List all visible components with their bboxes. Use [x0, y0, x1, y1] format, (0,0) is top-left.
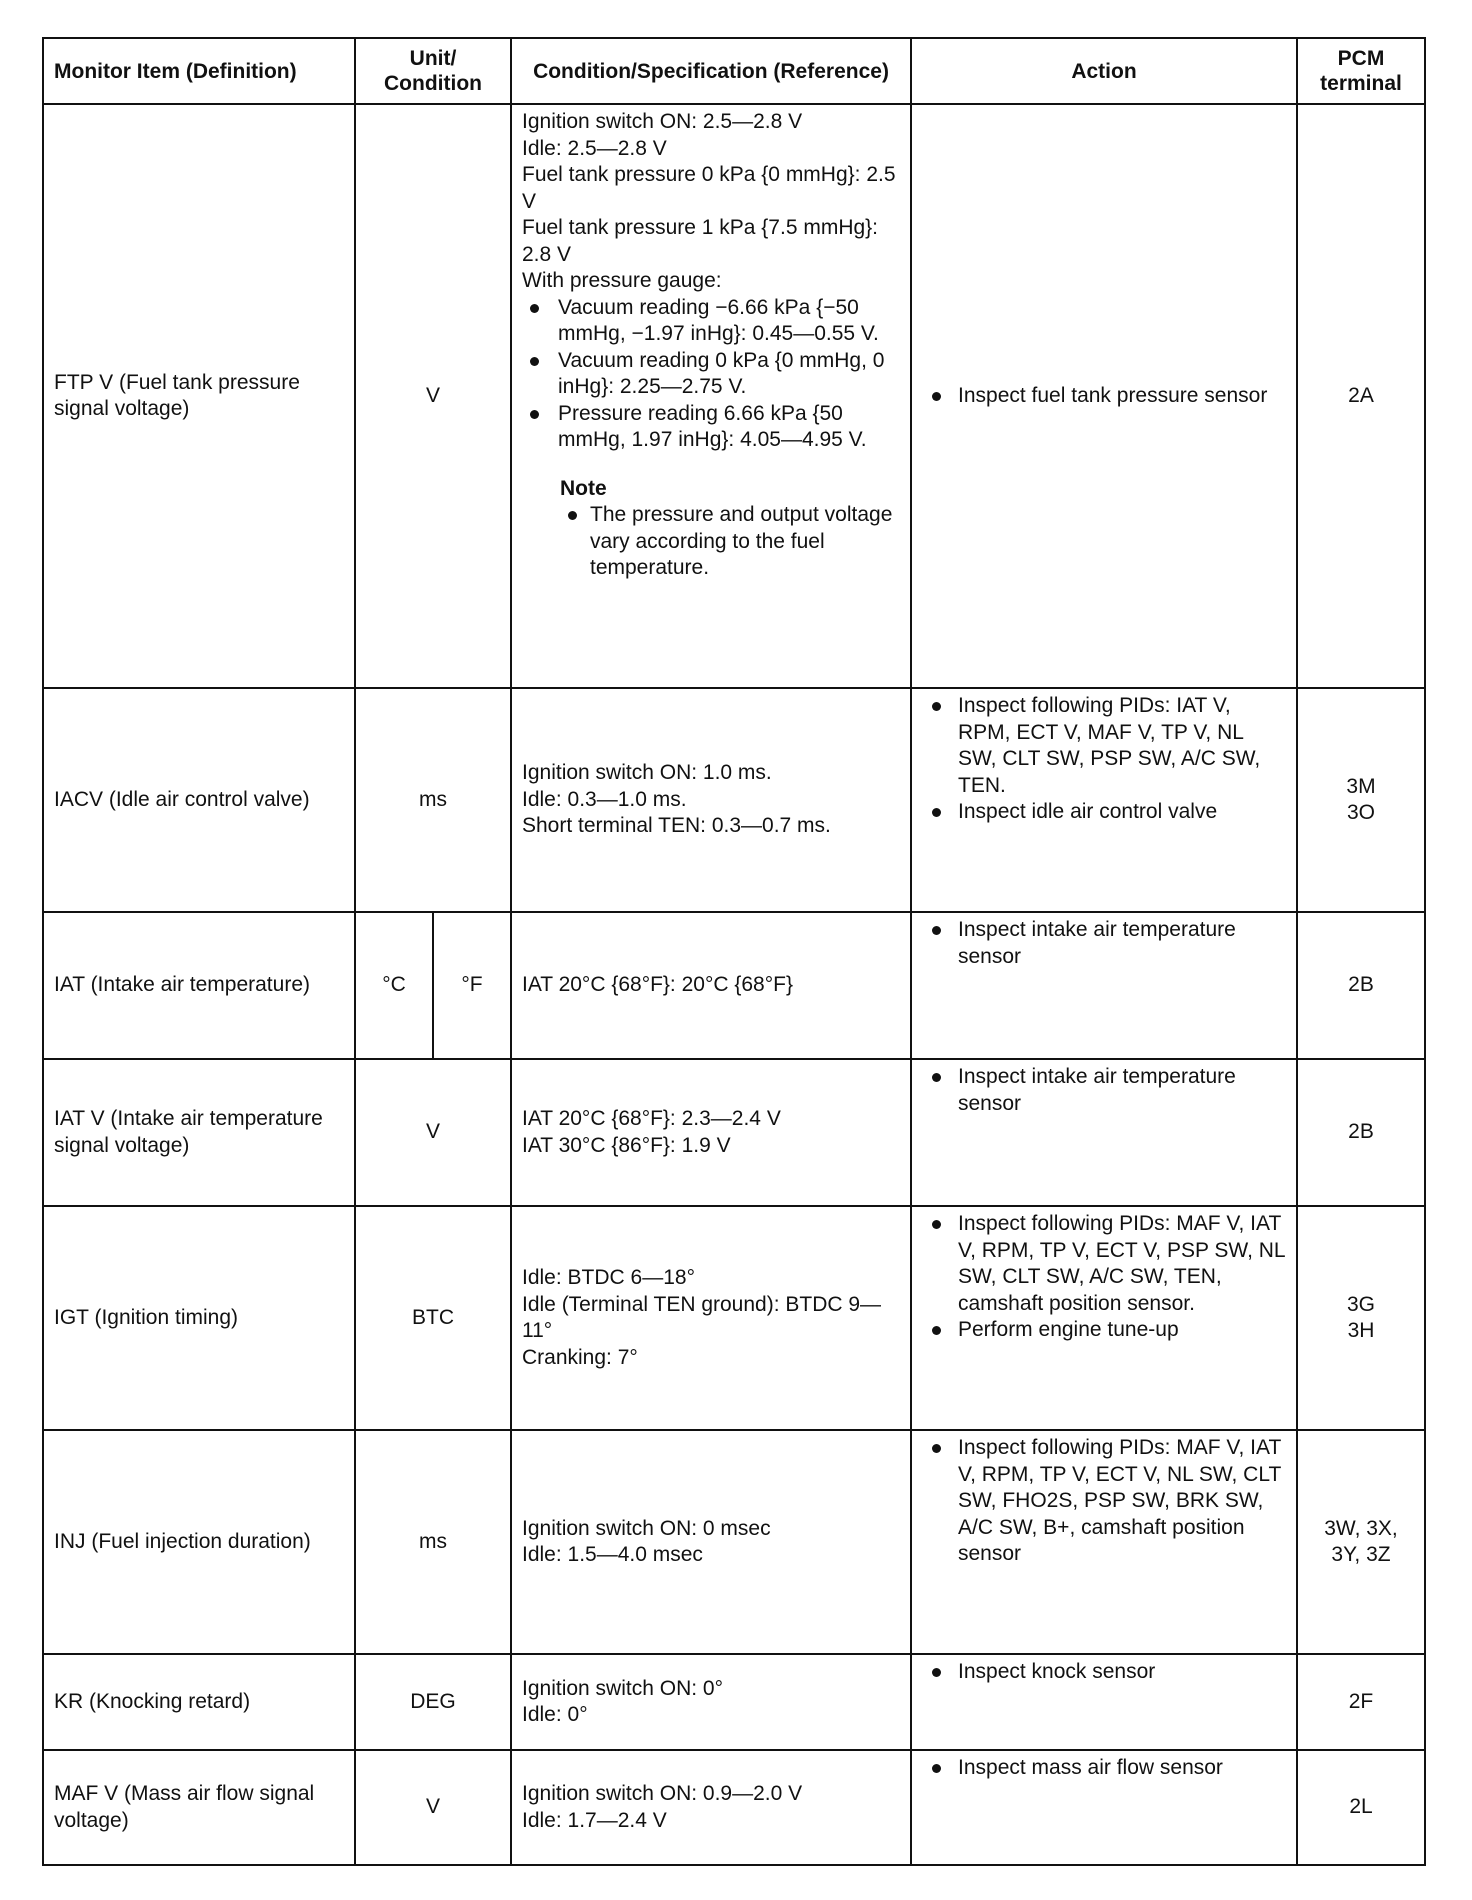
header-action: Action — [911, 38, 1297, 104]
action-cell — [911, 1059, 1297, 1206]
table-row — [43, 1430, 1425, 1654]
condition-cell — [511, 1750, 911, 1865]
monitor-item-definition: IACV (Idle air control valve) — [43, 688, 355, 912]
monitor-item-definition: FTP V (Fuel tank pressure signal voltage) — [43, 104, 355, 688]
unit-value: V — [355, 1059, 511, 1206]
header-condition: Condition/Specification (Reference) — [511, 38, 911, 104]
condition-line: Idle: 1.5—4.0 msec — [522, 1543, 703, 1566]
pcm-terminal: 2L — [1349, 1795, 1373, 1819]
unit-value: BTC — [355, 1206, 511, 1430]
pcm-terminal-cell — [1297, 688, 1425, 912]
pcm-terminal: 2A — [1348, 383, 1374, 407]
condition-cell — [511, 1654, 911, 1750]
unit-value: °F — [461, 973, 483, 997]
condition-cell — [511, 912, 911, 1059]
action-item: Inspect intake air temperature sensor — [928, 917, 1286, 970]
condition-bullet: Vacuum reading 0 kPa {0 mmHg, 0 inHg}: 2.25—2.75 V. — [522, 348, 900, 401]
condition-line: Idle: 0.3—1.0 ms. — [522, 787, 687, 811]
monitor-item-definition: IAT (Intake air temperature) — [43, 912, 355, 1059]
table-row — [43, 104, 1425, 688]
unit-value: °C — [356, 913, 434, 1058]
monitor-item-table — [42, 37, 1426, 1866]
unit-value: ms — [355, 1430, 511, 1654]
condition-line: Cranking: 7° — [522, 1345, 638, 1369]
condition-cell — [511, 1206, 911, 1430]
monitor-item-definition: MAF V (Mass air flow signal voltage) — [43, 1750, 355, 1865]
condition-line: Ignition switch ON: 0.9—2.0 V — [522, 1782, 803, 1805]
pcm-terminal: 3W, 3X, — [1324, 1516, 1398, 1540]
action-cell — [911, 1206, 1297, 1430]
condition-cell — [511, 1059, 911, 1206]
header-monitor-item: Monitor Item (Definition) — [43, 38, 355, 104]
action-cell — [911, 1750, 1297, 1865]
note-text: The pressure and output voltage vary according to the fuel temperature. — [560, 502, 900, 582]
pcm-terminal-cell — [1297, 1430, 1425, 1654]
unit-split — [356, 913, 510, 1058]
pcm-terminal: 3Y, 3Z — [1331, 1543, 1391, 1566]
note-block — [560, 476, 900, 582]
action-item: Inspect fuel tank pressure sensor — [928, 383, 1286, 410]
pcm-terminal: 3O — [1346, 801, 1375, 824]
header-unit: Unit/ Condition — [355, 38, 511, 104]
table-row — [43, 1750, 1425, 1865]
action-item: Inspect following PIDs: MAF V, IAT V, RPM, TP V, ECT V, PSP SW, NL SW, CLT SW, A/C SW, TEN, camshaft position sensor. — [928, 1211, 1286, 1317]
action-item: Inspect following PIDs: MAF V, IAT V, RPM, TP V, ECT V, NL SW, CLT SW, FHO2S, PSP SW, BRK SW, A/C SW, B+, camshaft position sensor — [928, 1435, 1286, 1568]
pcm-terminal: 3H — [1347, 1319, 1375, 1342]
action-item: Inspect following PIDs: IAT V, RPM, ECT V, MAF V, TP V, NL SW, CLT SW, PSP SW, A/C SW, TEN. — [928, 693, 1286, 799]
pcm-terminal: 3G — [1346, 1292, 1375, 1316]
unit-value: DEG — [355, 1654, 511, 1750]
table-row — [43, 1654, 1425, 1750]
table-row — [43, 912, 1425, 1059]
action-cell — [911, 912, 1297, 1059]
condition-line: Fuel tank pressure 0 kPa {0 mmHg}: 2.5 V — [522, 163, 896, 213]
note-title: Note — [560, 476, 607, 500]
condition-bullet: Vacuum reading −6.66 kPa {−50 mmHg, −1.97 inHg}: 0.45—0.55 V. — [522, 295, 900, 348]
action-cell — [911, 1430, 1297, 1654]
monitor-item-definition: INJ (Fuel injection duration) — [43, 1430, 355, 1654]
pcm-terminal-cell — [1297, 1206, 1425, 1430]
action-item: Perform engine tune-up — [928, 1317, 1286, 1344]
pcm-terminal-cell — [1297, 1654, 1425, 1750]
condition-cell — [511, 688, 911, 912]
pcm-terminal: 2B — [1348, 1120, 1374, 1144]
unit-value: V — [355, 1750, 511, 1865]
action-cell — [911, 1654, 1297, 1750]
header-row — [43, 38, 1425, 104]
action-cell — [911, 688, 1297, 912]
pcm-terminal-cell — [1297, 1059, 1425, 1206]
action-item: Inspect knock sensor — [928, 1659, 1286, 1686]
condition-line: Ignition switch ON: 2.5—2.8 V — [522, 110, 803, 133]
condition-line: Idle: 1.7—2.4 V — [522, 1808, 667, 1832]
condition-line: IAT 20°C {68°F}: 2.3—2.4 V — [522, 1107, 781, 1130]
condition-line: IAT 20°C {68°F}: 20°C {68°F} — [522, 973, 793, 997]
condition-line: Ignition switch ON: 1.0 ms. — [522, 761, 772, 785]
condition-line: Ignition switch ON: 0° — [522, 1676, 723, 1700]
condition-line: Fuel tank pressure 1 kPa {7.5 mmHg}: 2.8 V — [522, 216, 879, 266]
condition-line: With pressure gauge: — [522, 269, 722, 292]
condition-line: Idle: 2.5—2.8 V — [522, 136, 667, 160]
pcm-terminal: 2B — [1348, 973, 1374, 997]
condition-bullet: Pressure reading 6.66 kPa {50 mmHg, 1.97 inHg}: 4.05—4.95 V. — [522, 401, 900, 454]
monitor-item-definition: IAT V (Intake air temperature signal voltage) — [43, 1059, 355, 1206]
table-row — [43, 1059, 1425, 1206]
table-row — [43, 1206, 1425, 1430]
pcm-terminal-cell — [1297, 104, 1425, 688]
action-cell — [911, 104, 1297, 688]
unit-cell — [355, 912, 511, 1059]
condition-line: IAT 30°C {86°F}: 1.9 V — [522, 1133, 731, 1157]
action-item: Inspect mass air flow sensor — [928, 1755, 1286, 1782]
action-item: Inspect intake air temperature sensor — [928, 1064, 1286, 1117]
table-row — [43, 688, 1425, 912]
unit-value: ms — [355, 688, 511, 912]
condition-line: Short terminal TEN: 0.3—0.7 ms. — [522, 814, 831, 838]
monitor-item-definition: IGT (Ignition timing) — [43, 1206, 355, 1430]
action-item: Inspect idle air control valve — [928, 799, 1286, 826]
condition-line: Idle: BTDC 6—18° — [522, 1266, 695, 1289]
condition-line: Ignition switch ON: 0 msec — [522, 1516, 771, 1540]
pcm-terminal-cell — [1297, 912, 1425, 1059]
pcm-terminal: 3M — [1346, 774, 1376, 798]
header-pcm-terminal: PCM terminal — [1297, 38, 1425, 104]
monitor-item-definition: KR (Knocking retard) — [43, 1654, 355, 1750]
unit-value: V — [355, 104, 511, 688]
pcm-terminal: 2F — [1348, 1689, 1374, 1713]
condition-cell — [511, 1430, 911, 1654]
condition-cell — [511, 104, 911, 688]
pcm-terminal-cell — [1297, 1750, 1425, 1865]
condition-line: Idle: 0° — [522, 1703, 588, 1726]
condition-line: Idle (Terminal TEN ground): BTDC 9—11° — [522, 1292, 882, 1342]
